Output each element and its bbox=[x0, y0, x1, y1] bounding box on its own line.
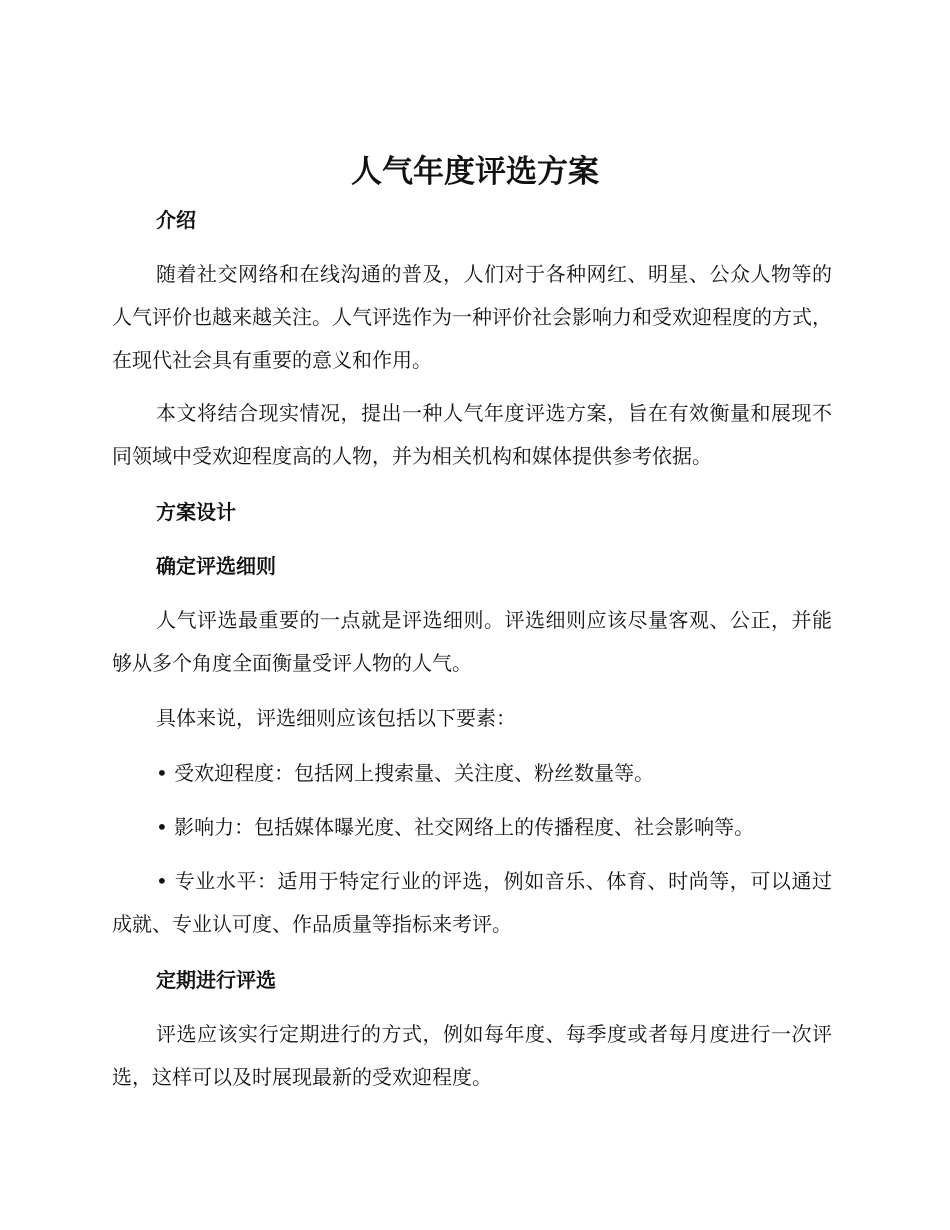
bullet-item-influence: • 影响力：包括媒体曝光度、社交网络上的传播程度、社会影响等。 bbox=[156, 815, 755, 839]
section-heading-intro: 介绍 bbox=[156, 208, 196, 232]
section-heading-periodic: 定期进行评选 bbox=[156, 968, 276, 992]
paragraph-periodic-1: 评选应该实行定期进行的方式，例如每年度、每季度或者每月度进行一次评选，这样可以及时展现最新的受欢迎程度。 bbox=[112, 1022, 832, 1089]
paragraph-intro-2: 本文将结合现实情况，提出一种人气年度评选方案，旨在有效衡量和展现不同领域中受欢迎程度高的人物，并为相关机构和媒体提供参考依据。 bbox=[112, 401, 832, 468]
paragraph-rules-1: 人气评选最重要的一点就是评选细则。评选细则应该尽量客观、公正，并能够从多个角度全面衡量受评人物的人气。 bbox=[112, 608, 832, 675]
section-heading-design: 方案设计 bbox=[156, 500, 236, 524]
paragraph-intro-1: 随着社交网络和在线沟通的普及，人们对于各种网红、明星、公众人物等的人气评价也越来越关注。人气评选作为一种评价社会影响力和受欢迎程度的方式，在现代社会具有重要的意义和作用。 bbox=[112, 262, 832, 372]
paragraph-rules-2: 具体来说，评选细则应该包括以下要素： bbox=[156, 706, 516, 730]
document-title: 人气年度评选方案 bbox=[351, 154, 599, 190]
bullet-item-popularity: • 受欢迎程度：包括网上搜索量、关注度、粉丝数量等。 bbox=[156, 761, 655, 785]
bullet-item-expertise: • 专业水平：适用于特定行业的评选，例如音乐、体育、时尚等，可以通过成就、专业认可度、作品质量等指标来考评。 bbox=[112, 869, 832, 936]
section-heading-rules: 确定评选细则 bbox=[156, 554, 276, 578]
